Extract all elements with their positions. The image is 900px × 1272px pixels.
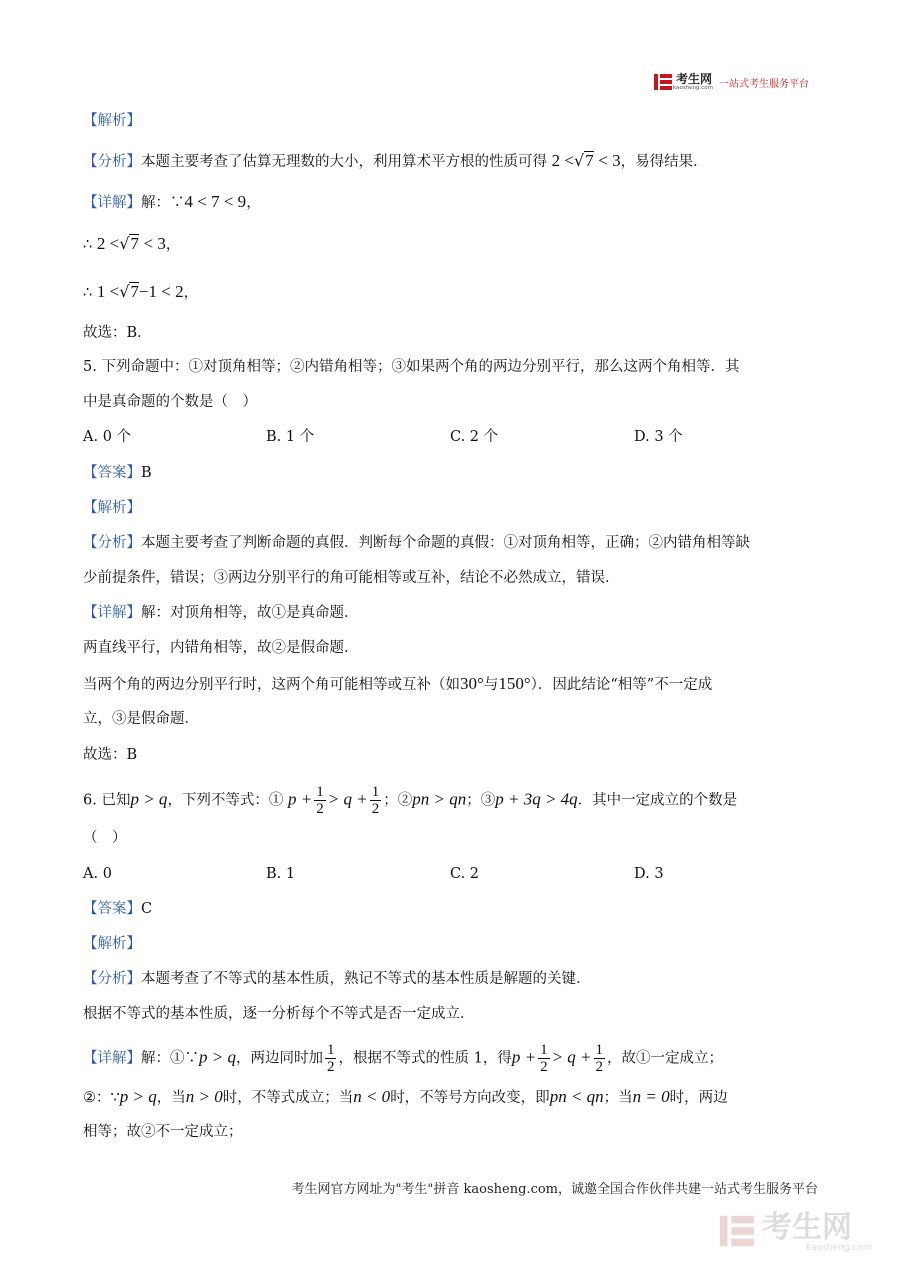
q6-d1-frac-2: $\frac{1}{2}$: [540, 1042, 548, 1075]
q6-option-d: D. 3: [634, 866, 664, 882]
q6-stem-line2: （ ）: [83, 830, 127, 846]
q4-fenxi-tag: 【分析】: [83, 154, 141, 170]
q5-option-d: D. 3 个: [634, 429, 683, 445]
q4-step3-b: −1 < 2: [138, 282, 184, 301]
q5-jiexi-heading: 【解析】: [83, 500, 141, 516]
q4-step1-tail: ，: [246, 195, 261, 211]
q4-step2-pre: ∴: [83, 237, 93, 253]
q6-frac-2: $\frac{1}{2}$: [371, 784, 380, 817]
q6-d1-d: ，故①一定成立；: [607, 1050, 724, 1067]
q6-xiangjie-line3: 相等；故②不一定成立；: [83, 1124, 243, 1140]
q6-d2-e: ；当: [603, 1090, 633, 1106]
logo-slogan: 一站式考生服务平台: [719, 78, 810, 90]
q5-fenxi-line1: [83, 532, 750, 554]
q4-fenxi-math-b: < 3: [598, 151, 621, 170]
q6-option-c: C. 2: [450, 866, 480, 882]
q4-step2-tail: ，: [165, 237, 181, 253]
q5-fenxi-tag: 【分析】: [83, 535, 141, 551]
q5-option-a: A. 0 个: [83, 429, 132, 445]
q5-stem-line2: 中是真命题的个数是（ ）: [83, 394, 257, 410]
q4-step3-tail: ，: [183, 285, 199, 301]
q6-d2-b: ，当: [156, 1090, 186, 1106]
q5-option-c: C. 2 个: [450, 429, 499, 445]
q6-stem-m1: p > q: [130, 789, 168, 809]
q4-fenxi-math-a: 2 <: [551, 151, 574, 170]
q4-jiexi-heading: 【解析】: [83, 113, 141, 129]
q6-d2-a: ②：∵: [83, 1090, 120, 1106]
q4-step2-line: ∴ 2 <√7 < 3，: [83, 234, 181, 253]
q4-fenxi-text: 本题主要考查了估算无理数的大小，利用算术平方根的性质可得: [141, 154, 547, 170]
q6-d1-frac: $\frac{1}{2}$: [326, 1042, 335, 1075]
q5-fenxi-line2: 少前提条件，错误；③两边分别平行的角可能相等或互补，结论不必然成立，错误．: [83, 570, 620, 586]
q4-fenxi-line: 【分析】本题主要考查了估算无理数的大小，利用算术平方根的性质可得 2 <√7 < 3，易得结果．: [83, 151, 708, 170]
q6-stem-c: ；②: [383, 792, 413, 809]
q4-step3-a: 1 <: [96, 282, 120, 301]
q6-stem-e: ．其中一定成立的个数是: [577, 792, 738, 809]
logo-sub: kaosheng.com: [673, 85, 714, 91]
q6-d1-m1: p > q: [199, 1047, 236, 1067]
logo-name: 考生网: [676, 72, 713, 86]
q4-step3-rad: 7: [130, 282, 139, 301]
q6-stem-d: ；③: [466, 792, 496, 809]
q6-d1-m2b: > q +: [551, 1047, 592, 1067]
q6-daan: C: [141, 901, 153, 917]
q6-xiangjie-tag: 【详解】: [83, 1050, 141, 1067]
q6-stem-m3: pn > qn: [412, 789, 467, 809]
q6-d2-d: 时，不等号方向改变，即: [390, 1090, 550, 1106]
q6-d2-m5: n = 0: [632, 1087, 670, 1106]
q5-fenxi-text1: 本题主要考查了判断命题的真假．判断每个命题的真假：①对顶角相等，正确；②内错角相等缺: [141, 535, 750, 551]
q6-daan-tag: 【答案】: [83, 901, 141, 917]
q6-d1-c: ，根据不等式的性质 1，得: [338, 1050, 512, 1067]
q6-d2-m4: pn < qn: [549, 1087, 604, 1106]
q5-line3-m1: 30°: [460, 674, 484, 693]
kaosheng-logo-icon: [653, 72, 673, 92]
q4-step2-b: < 3: [143, 234, 166, 253]
q6-stem-a: 6. 已知: [83, 792, 131, 809]
q6-option-b: B. 1: [266, 866, 296, 882]
q5-daan-tag: 【答案】: [83, 465, 141, 481]
watermark-logo-icon: [718, 1212, 756, 1254]
q4-step3-line: ∴ 1 <√7−1 < 2，: [83, 282, 199, 301]
q5-xiangjie-line3: [83, 673, 712, 696]
q6-frac-1: $\frac{1}{2}$: [316, 784, 324, 817]
q5-line3-b: 与: [483, 677, 499, 693]
q5-line3-c: ）．因此结论“相等”不一定成: [530, 677, 713, 693]
q6-fenxi-line2: 根据不等式的基本性质，逐一分析每个不等式是否一定成立．: [83, 1006, 475, 1022]
q5-option-b: B. 1 个: [266, 429, 315, 445]
q6-jiexi-heading: 【解析】: [83, 936, 141, 952]
q5-xiangjie-line1: [83, 602, 359, 624]
footer-text: 考生网官方网址为"考生"拼音 kaosheng.com，诚邀全国合作伙伴共建一站式考生服务平台: [291, 1182, 818, 1197]
q6-fenxi-text1: 本题考查了不等式的基本性质，熟记不等式的基本性质是解题的关键．: [141, 971, 591, 987]
q6-answer-line: [83, 898, 152, 920]
q6-d2-m3: n < 0: [353, 1087, 391, 1106]
q4-fenxi-rad: 7: [585, 151, 594, 170]
q5-xiangjie-line4: 立，③是假命题．: [83, 711, 199, 727]
q4-answer-line: 故选：B．: [83, 325, 152, 341]
header-logo: [653, 72, 809, 92]
q6-option-a: A. 0: [83, 866, 112, 882]
watermark-name: 考生网: [762, 1210, 852, 1245]
q5-xiangjie-line2: 两直线平行，内错角相等，故②是假命题．: [83, 640, 359, 656]
q6-fenxi-line1: [83, 968, 591, 990]
q5-daan: B: [141, 465, 152, 481]
q6-d1-m2a: p +: [511, 1047, 537, 1067]
q4-step2-a: 2 <: [96, 234, 120, 253]
q5-xiangjie-text1: 解：对顶角相等，故①是真命题．: [141, 605, 359, 621]
q5-xiangjie-tag: 【详解】: [83, 605, 141, 621]
q4-xiangjie-text: 解：∵: [141, 195, 185, 211]
q4-xiangjie-line: [83, 191, 261, 214]
q4-xiangjie-tag: 【详解】: [83, 195, 141, 211]
q4-fenxi-tail: ，易得结果．: [620, 154, 708, 170]
q6-stem-b: ，下列不等式：①: [167, 792, 284, 809]
q6-fenxi-tag: 【分析】: [83, 971, 141, 987]
q6-stem-m4: p + 3q > 4q: [495, 789, 578, 809]
q6-d1-b: ，两边同时加: [235, 1050, 323, 1067]
q4-step2-rad: 7: [130, 234, 139, 253]
watermark: [718, 1212, 872, 1254]
q6-stem-line1: [83, 784, 737, 817]
q6-d2-m2: n > 0: [185, 1087, 223, 1106]
q6-d1-a: 解：①∵: [141, 1050, 199, 1067]
q6-stem-m2b: > q +: [327, 789, 368, 809]
q5-line3-m2: 150°: [498, 674, 531, 693]
q4-step1-math: 4 < 7 < 9: [184, 192, 247, 211]
q5-stem-line1: 5. 下列命题中：①对顶角相等；②内错角相等；③如果两个角的两边分别平行，那么这两个角相等．其: [83, 359, 740, 375]
watermark-sub: kaosheng.com: [806, 1243, 872, 1253]
q6-d2-m1: p > q: [119, 1087, 157, 1106]
q4-step3-pre: ∴: [83, 285, 93, 301]
q6-d2-f: 时，两边: [669, 1090, 728, 1106]
q6-stem-m2a: p +: [288, 789, 313, 809]
q6-d2-c: 时，不等式成立；当: [222, 1090, 354, 1106]
q6-xiangjie-line1: [83, 1042, 723, 1075]
q5-answer-line: [83, 462, 152, 484]
q5-answer-final: 故选：B: [83, 747, 138, 763]
q5-line3-a: 当两个角的两边分别平行时，这两个角可能相等或互补（如: [83, 677, 460, 693]
q6-d1-frac-3: $\frac{1}{2}$: [595, 1042, 604, 1075]
q6-xiangjie-line2: [83, 1086, 728, 1109]
